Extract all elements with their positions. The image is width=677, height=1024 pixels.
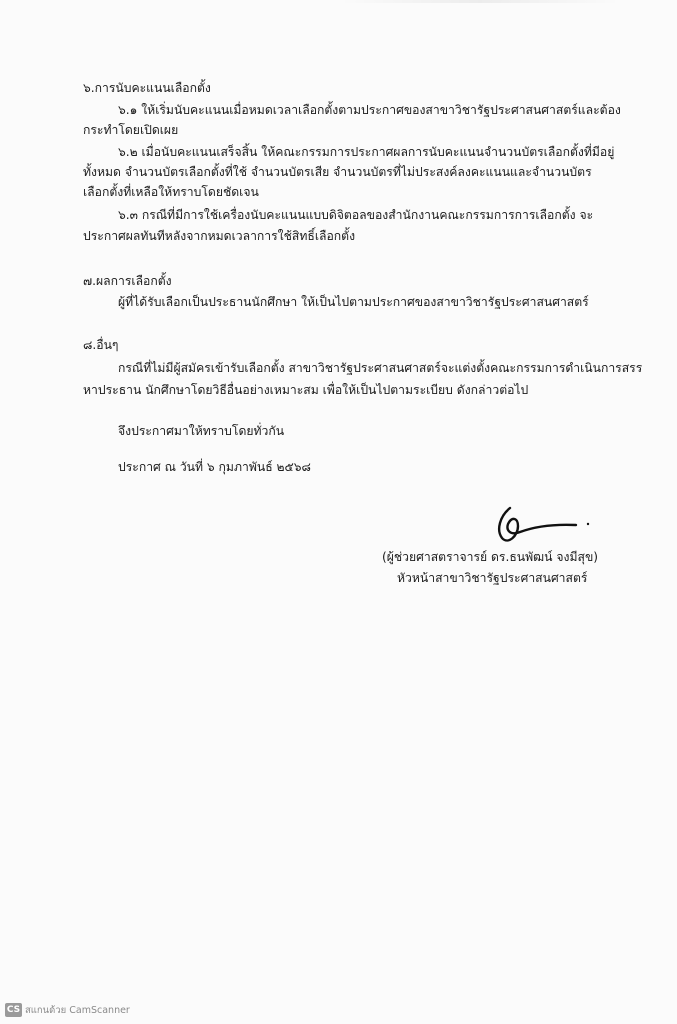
- section-6-2-line-2: ทั้งหมด จำนวนบัตรเลือกตั้งที่ใช้ จำนวนบัตรเสีย จำนวนบัตรที่ไม่ประสงค์ลงคะแนนและจำนวนบัตร: [83, 165, 592, 179]
- section-6-2-line-1: ๖.๒ เมื่อนับคะแนนเสร็จสิ้น ให้คณะกรรมการประกาศผลการนับคะแนนจำนวนบัตรเลือกตั้งที่มีอยู่: [118, 145, 615, 159]
- section-7-heading: ๗.ผลการเลือกตั้ง: [83, 274, 172, 288]
- scan-edge-shadow: [340, 0, 620, 3]
- section-6-3-line-2: ประกาศผลทันทีหลังจากหมดเวลาการใช้สิทธิ์เลือกตั้ง: [83, 229, 356, 243]
- camscanner-watermark: สแกนด้วย CamScanner: [25, 1005, 130, 1016]
- section-6-2-line-3: เลือกตั้งที่เหลือให้ทราบโดยชัดเจน: [83, 185, 259, 199]
- announcement-date: ประกาศ ณ วันที่ ๖ กุมภาพันธ์ ๒๕๖๘: [118, 460, 311, 474]
- section-8-line-1: กรณีที่ไม่มีผู้สมัครเข้ารับเลือกตั้ง สาขาวิชารัฐประศาสนศาสตร์จะแต่งตั้งคณะกรรมการดำเนินการสรร: [118, 361, 643, 375]
- signatory-position: หัวหน้าสาขาวิชารัฐประศาสนศาสตร์: [397, 571, 588, 585]
- section-7-line-1: ผู้ที่ได้รับเลือกเป็นประธานนักศึกษา ให้เป็นไปตามประกาศของสาขาวิชารัฐประศาสนศาสตร์: [118, 295, 589, 309]
- section-6-1-line-1: ๖.๑ ให้เริ่มนับคะแนนเมื่อหมดเวลาเลือกตั้งตามประกาศของสาขาวิชารัฐประศาสนศาสตร์และต้อง: [118, 103, 621, 117]
- section-6-heading: ๖.การนับคะแนนเลือกตั้ง: [83, 81, 211, 95]
- section-6-3-line-1: ๖.๓ กรณีที่มีการใช้เครื่องนับคะแนนแบบดิจิตอลของสำนักงานคณะกรรมการการเลือกตั้ง จะ: [118, 208, 594, 222]
- signatory-name: (ผู้ช่วยศาสตราจารย์ ดร.ธนพัฒน์ จงมีสุข): [382, 550, 599, 564]
- closing-announcement: จึงประกาศมาให้ทราบโดยทั่วกัน: [118, 424, 285, 438]
- handwritten-signature: [492, 500, 592, 546]
- camscanner-logo-icon: CS: [6, 1005, 21, 1015]
- section-6-1-line-2: กระทำโดยเปิดเผย: [83, 123, 179, 137]
- section-8-heading: ๘.อื่นๆ: [83, 338, 119, 352]
- section-8-line-2: หาประธาน นักศึกษาโดยวิธีอื่นอย่างเหมาะสม เพื่อให้เป็นไปตามระเบียบ ดังกล่าวต่อไป: [83, 383, 529, 397]
